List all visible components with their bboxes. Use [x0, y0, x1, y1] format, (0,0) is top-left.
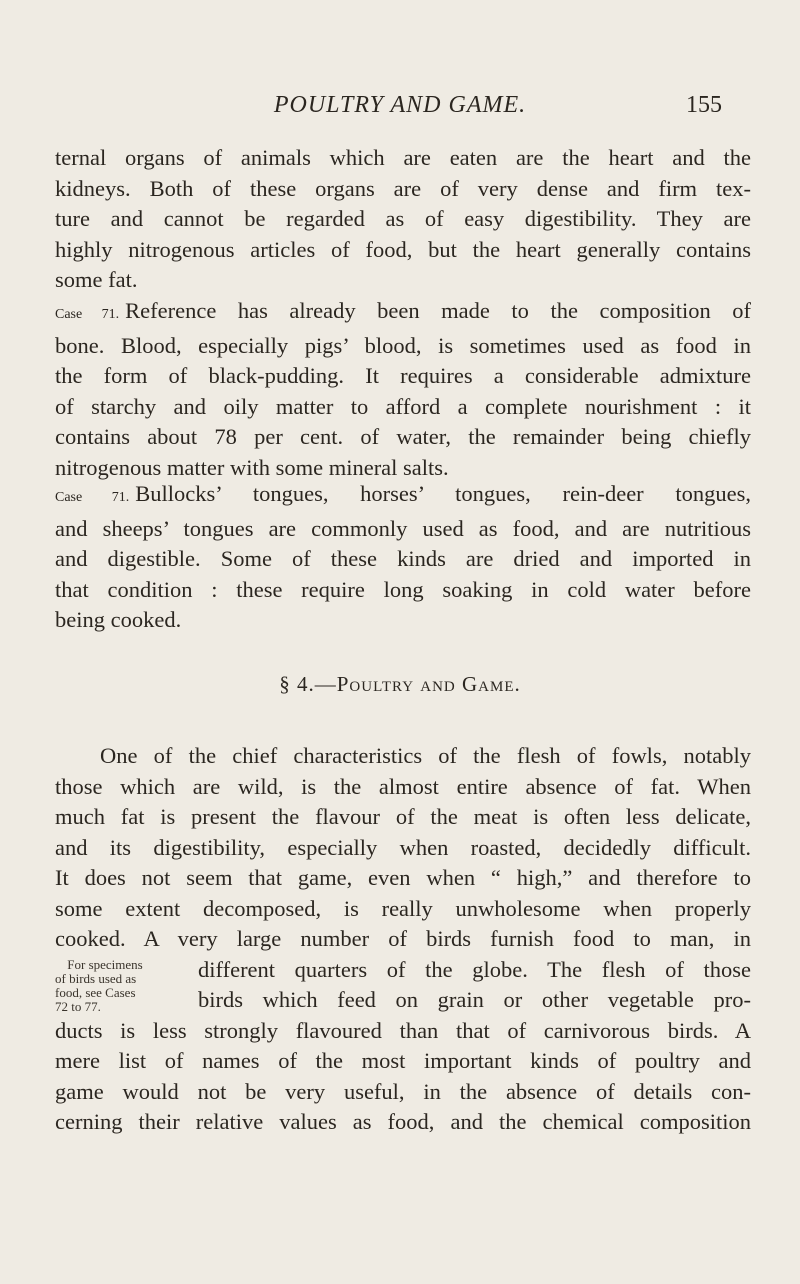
section-heading: [0, 672, 800, 697]
running-title: POULTRY AND GAME.: [273, 92, 527, 118]
running-head: [0, 92, 800, 132]
text-line-start: Reference has already been made to the composition of: [125, 298, 751, 323]
text-line: that condition : these require long soaking in cold water before: [55, 576, 751, 602]
text-line: ducts is less strongly flavoured than that of carnivorous birds. A: [55, 1017, 751, 1043]
text-line: cerning their relative values as food, and the chemical composition: [55, 1109, 751, 1134]
page-number: 155: [686, 92, 722, 118]
text-line: and sheeps’ tongues are commonly used as food, and are nutritious: [55, 515, 751, 541]
margin-note-line: food, see Cases: [55, 985, 136, 1000]
text-line: bone. Blood, especially pigs’ blood, is sometimes used as food in: [55, 332, 751, 358]
text-line: contains about 78 per cent. of water, the remainder being chiefly: [55, 424, 751, 449]
text-line: [55, 479, 751, 514]
margin-note-line: For specimens: [67, 957, 143, 972]
paragraph-organs: [55, 143, 751, 296]
paragraph-tongues: [55, 479, 751, 636]
text-line: kidneys. Both of these organs are of very dense and firm tex-: [55, 175, 751, 201]
text-line: mere list of names of the most important kinds of poultry and: [55, 1048, 751, 1073]
text-line: One of the chief characteristics of the flesh of fowls, notably: [100, 743, 751, 768]
paragraph-poultry: [55, 741, 751, 1138]
margin-note-line: 72 to 77.: [55, 999, 101, 1014]
text-line: highly nitrogenous articles of food, but the heart generally contains: [55, 236, 751, 262]
text-line: ture and cannot be regarded as of easy digestibility. They are: [55, 206, 751, 231]
text-line: birds which feed on grain or other vegetable pro-: [198, 987, 751, 1012]
text-line: much fat is present the flavour of the meat is often less delicate,: [55, 804, 751, 829]
text-line-start: Bullocks’ tongues, horses’ tongues, rein-deer tongues,: [135, 481, 751, 506]
text-line: the form of black-pudding. It requires a considerable admixture: [55, 363, 751, 388]
text-line: and its digestibility, especially when roasted, decidedly difficult.: [55, 834, 751, 860]
text-line: It does not seem that game, even when “ high,” and therefore to: [55, 865, 751, 890]
text-line: some fat.: [55, 267, 138, 292]
text-line: being cooked.: [55, 607, 182, 632]
margin-note-line: of birds used as: [55, 971, 137, 986]
text-line: [55, 296, 751, 331]
case-reference: Case 71.: [55, 490, 130, 505]
text-line: ternal organs of animals which are eaten are the heart and the: [55, 145, 751, 170]
case-reference: Case 71.: [55, 307, 120, 322]
section-number: § 4.—: [279, 672, 337, 696]
text-line: different quarters of the globe. The flesh of those: [198, 956, 751, 982]
text-line: game would not be very useful, in the absence of details con-: [55, 1078, 751, 1104]
text-line: those which are wild, is the almost entire absence of fat. When: [55, 773, 751, 799]
text-line: and digestible. Some of these kinds are dried and imported in: [55, 546, 751, 571]
text-line: some extent decomposed, is really unwholesome when properly: [55, 895, 751, 921]
paragraph-blood: [55, 296, 751, 483]
section-title: Poultry and Game.: [336, 672, 521, 696]
text-line: of starchy and oily matter to afford a complete nourishment : it: [55, 393, 751, 419]
text-line: cooked. A very large number of birds furnish food to man, in: [55, 926, 751, 951]
text-line: nitrogenous matter with some mineral salts.: [55, 454, 449, 480]
margin-note: [55, 958, 155, 1014]
